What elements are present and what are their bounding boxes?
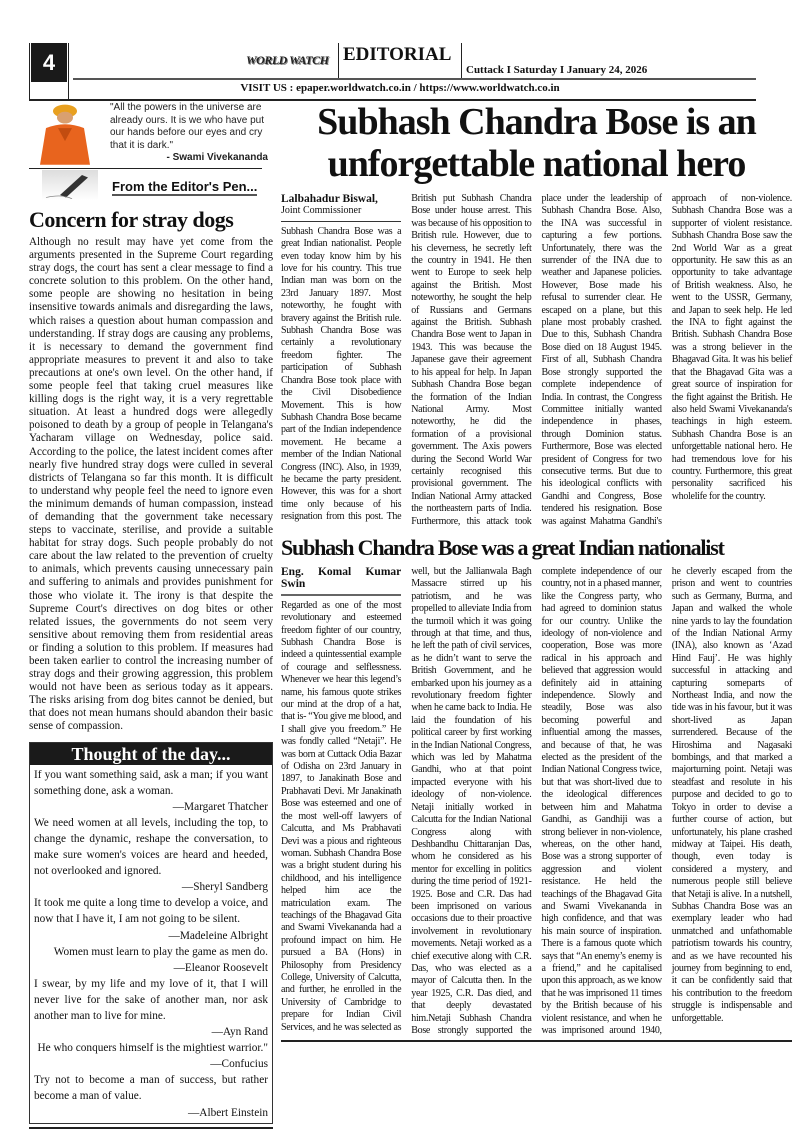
dateline: Cuttack I Saturday I January 24, 2026 (466, 64, 648, 76)
header-divider (338, 43, 339, 79)
fountain-pen-icon (42, 170, 98, 200)
thought-author: —Madeleine Albright (168, 929, 268, 942)
article2-body: Regarded as one of the most revolutionary and esteemed freedom fighter of our country, Subhash Chandra Bose is indeed a quintessential example of courage and selflessness. Whenever we hear this legend’s name, his famous quote strikes our mind at the drop of a hat, that is- “You give me blood, and I shall give you freedom.” He was fondly called “Netaji”. He was born at Cuttack Odia Bazar of Odisha on 23rd January in 1897, to Janakinath Bose and Prabhavati Devi. Mr Janakinath Bose was esteemed and one of the most well-off lawyers of Calcutta, and Ms Prabhavati Devi was a pious and righteous woman. Subhash Chandra Bose was a bright student during his childhood, and his intelligence helped him ace the matriculation exam. The teachings of the Bhagavad Gita and Swami Vivekananda had a profound impact on him. He pursued a BA (Hons) in Philosophy from Presidency College, University of Calcutta, and further, he enrolled in the University of Cambridge to prepare for Indian Civil Services, and he was selected as well, but the Jallianwala Bagh Massacre stirred up his patriotism, and he was propelled to alleviate India from the turmoil which it was going through at that time, and thus, he left the path of civil services, as he didn’t want to serve the British Government, and he embarked upon his journey as a revolutionary freedom fighter when he came back to India. He laid the foundation of his political career by first working in the Indian National Congress, which was led by Mahatma Gandhi, who at that point impacted everyone with his ideology of non-violence. Netaji initially worked in Calcutta for the Indian National Congress along with Deshbandhu Chittaranjan Das, whom he considered as his mentor for excelling in politics during the time period of 1921-1925. Bose and C.R. Das had been imprisoned on various occasions due to their proactive involvement in revolutionary movements. Netaji worked as a chief executive along with C.R. Das, who was elected as a mayor of Calcutta then. In the year 1925, C.R. Das died, and that deeply devastated him.Netaji Subhash Chandra Bose strongly supported the complete independence of our country, not in a phased manner, like the Congress party, who had agreed to dominion status for our country. Unlike the ideology of non-violence and cooperation, Bose was more radical in his approach and believed that aggression would definitely aid in attaining independence. Slowly and steadily, Bose was also becoming powerful and influential among the masses, and because of that, he was elected as the president of the Indian National Congress twice, but that was short-lived due to the ideological differences between him and Mahatma Gandhi, as Gandhiji was a strong believer in non-violence, whereas, on the other hand, Bose was a strong supporter of aggression and violent resistance. He held the teachings of the Bhagavad Gita and Swami Vivekananda in high confidence, and that was his main source of inspiration. There is a famous quote which says that “An enemy’s enemy is a friend,” and he capitalised upon this approach, as we know that he was imprisoned 11 times by the British because of his violent resistance, and when he was imprisoned around 1940, he cleverly escaped from the prison and went to countries such as Germany, Burma, and Japan and walked the whole nine yards to lay the foundation of the Indian National Army (INA), also known as ‘Azad Hind Fauj’. He was highly successful in attacking and capturing someparts of Northeast India, and now the tide was in his favour, but it was short-lived as Japan surrendered. Because of the Hiroshima and Nagasaki bombings, and that marked a majorturning point. Netaji was steadfast and resolute in his purpose and decided to go to Tokyo in order to devise a further course of action, but unfortunately, his plane crashed midway at Taipei. His death, though, even today is considered a mystery, and numerous people still believe that Netaji is alive. In a nutshell, Subhas Chandra Bose was an exemplary leader who had unmatched and unfathomable patriotism towards his country, and as we have recounted his journey from beginning to end, it can be confidently said that his contribution to the freedom struggle is indispensable and unforgettable. (281, 565, 792, 1036)
article2-author: Eng. Komal Kumar Swin (281, 565, 402, 591)
article2-body-columns (281, 566, 792, 1037)
quote-rule (29, 168, 262, 169)
article1-author-title: Joint Commissioner (281, 205, 362, 217)
left-column (29, 206, 273, 1129)
thought-quote: We need women at all levels, including the top, to change the dynamic, reshape the conversation, to make sure women's voices are heard and heeded, not overlooked and ignored. (34, 816, 268, 878)
thought-quote: It took me quite a long time to develop a voice, and now that I have it, I am not going to be silent. (34, 897, 268, 926)
article1-byline (281, 193, 401, 222)
header-rule (73, 78, 756, 80)
thought-author: —Margaret Thatcher (172, 800, 268, 813)
editors-pen-text: From the Editor's Pen... (112, 179, 258, 194)
page-number: 4 (31, 43, 67, 82)
article1-body: Subhash Chandra Bose was a great Indian nationalist. People even today know him by his love for his country. This true Indian man was born on the 23rd January 1897. Most noteworthy, he fought with bravery against the British rule. Subhash Chandra Bose was certainly a revolutionary freedom fighter. The participation of Subhash Chandra Bose took place with the Civil Disobedience Movement. This is how Subhash Chandra Bose became part of the Indian independence movement. He became a member of the Indian National Congress (INC). Also, in 1939, he became the party president. However, this was for a short time only because of his resignation from this post. The British put Subhash Chandra Bose under house arrest. This was because of his opposition to British rule. However, due to his cleverness, he secretly left the country in 1941. He then went to Europe to seek help against the British. Most noteworthy, he sought the help of Russians and Germans against the British. Subhash Chandra Bose went to Japan in 1943. This was because the Japanese gave their agreement to his appeal for help. In Japan Subhash Chandra Bose began the formation of the Indian National Army. Most noteworthy, he did the formation of a provisional government. The Axis powers during the Second World War certainly recognised this provisional government. The Indian National Army attacked the northeastern parts of India. Furthermore, this attack took place under the leadership of Subhash Chandra Bose. Also, the INA was successful in capturing a few portions. Unfortunately, there was the surrender of the INA due to weather and Japanese policies. However, Bose made his refusal to surrender clear. He escaped on a plane, but this plane most probably crashed. Due to this, Subhash Chandra Bose died on 18 August 1945. First of all, Subhash Chandra Bose strongly supported the complete independence of India. In contrast, the Congress Committee initially wanted independence in phases, through Dominion status. Furthermore, Bose was elected president of Congress for two consecutive terms. But due to his ideological conflicts with Gandhi and Congress, Bose tendered his resignation. Bose was against Mahatma Gandhi's approach of non-violence. Subhash Chandra Bose was a supporter of violent resistance. Subhash Chandra Bose saw the 2nd World War as a great opportunity. He saw this as an opportunity to take advantage of British weakness. Also, he went to the USSR, Germany, and Japan to seek help. He led the INA to fight against the British. Subhash Chandra Bose was a strong believer in the Bhagavad Gita. It was his belief that the Bhagavad Gita was a great source of inspiration for the fight against the British. He also held Swami Vivekananda's teachings in high esteem. Subhash Chandra Bose is an unforgettable national hero. He had tremendous love for his country. Furthermore, this great personality sacrificed his wholelife for the country. (281, 193, 792, 527)
quote-box (110, 102, 268, 165)
thought-of-the-day-title: Thought of the day... (30, 743, 272, 765)
thought-of-the-day-box (29, 742, 273, 1124)
left-bottom-rule (29, 1127, 273, 1129)
article2-bottom-rule (281, 1040, 792, 1042)
quote-text: "All the powers in the universe are already ours. It is we who have put our hands before our eyes and cry that it is dark." (110, 102, 264, 151)
article2-byline (281, 566, 401, 596)
swami-vivekananda-portrait (36, 102, 94, 166)
thought-quote: If you want something said, ask a man; if you want something done, ask a woman. (34, 768, 268, 797)
section-title: EDITORIAL (343, 44, 452, 65)
editorial-title: Concern for stray dogs (29, 207, 234, 232)
quote-author: - Swami Vivekananda (166, 152, 268, 163)
editors-pen-label (112, 179, 272, 195)
thought-author: —Ayn Rand (211, 1026, 268, 1039)
editorial-body: Although no result may have yet come from the arguments presented in the Supreme Court regarding stray dogs, the court has sent a clear message to find a concrete solution to this problem. On the other hand, some people are showing no hesitation in being insensitive towards animals and disregarding the laws, which raises a question about human compassion and understanding. If stray dogs are causing any problems, it is necessary to demand the government find appropriate measures to prevent it and also to take precautions at one's own level. On the other hand, if some people feel that taking cruel measures like killing dogs is the right way, it is a very regrettable situation. At least a hundred dogs were allegedly poisoned to death by a group of people in Telangana's Yacharam village on Wednesday, police said. According to the police, the latest incident comes after nearly five hundred stray dogs were culled in several districts of Telangana so far this month. It is difficult to understand why people feel the need to ignore even the minimum demands of human compassion, instead of demanding that the government take necessary steps to vaccinate, sterilise, and provide a suitable habitat for stray dogs. Such people probably do not care about the law related to the prevention of cruelty to animals, which prevents causing unnecessary pain and suffering to animals and provides punishment for those who violate it. The irony is that despite the Supreme Court's directives on dog bites or other related issues, the governments do not seem very sensitive about removing them from residential areas or finding a solution to this problem. If measures had been taken earlier to control the increasing number of stray dogs and their growing aggression, this problem would not have been as serious today as it appears. The risks arising from dog bites cannot be denied, but that does not mean humans should abandon their basic sense of compassion. (29, 236, 273, 733)
thought-author: —Eleanor Roosevelt (173, 961, 268, 974)
thought-quote: Women must learn to play the game as men do. (53, 945, 268, 958)
thought-author: —Confucius (210, 1058, 268, 1071)
visit-us-links[interactable]: VISIT US : epaper.worldwatch.co.in / https://www.worldwatch.co.in (240, 82, 560, 94)
thought-author: —Albert Einstein (187, 1106, 268, 1119)
article1-author: Lalbahadur Biswal, (281, 193, 378, 205)
thought-quote: I swear, by my life and my love of it, that I will never live for the sake of another man, nor ask another man to live for mine. (34, 977, 268, 1022)
thought-quote: Try not to become a man of success, but rather become a man of value. (34, 1074, 268, 1103)
article1-body-columns (281, 193, 792, 528)
right-column (281, 101, 792, 1042)
thought-quote: He who conquers himself is the mightiest warrior." (37, 1042, 268, 1055)
article1-headline: Subhash Chandra Bose is an unforgettable national hero (317, 101, 756, 185)
thought-author: —Sheryl Sandberg (181, 881, 268, 894)
world-watch-logo: WORLD WATCH (246, 53, 329, 67)
header-divider (461, 43, 462, 79)
article2-headline: Subhash Chandra Bose was a great Indian nationalist (281, 534, 724, 560)
